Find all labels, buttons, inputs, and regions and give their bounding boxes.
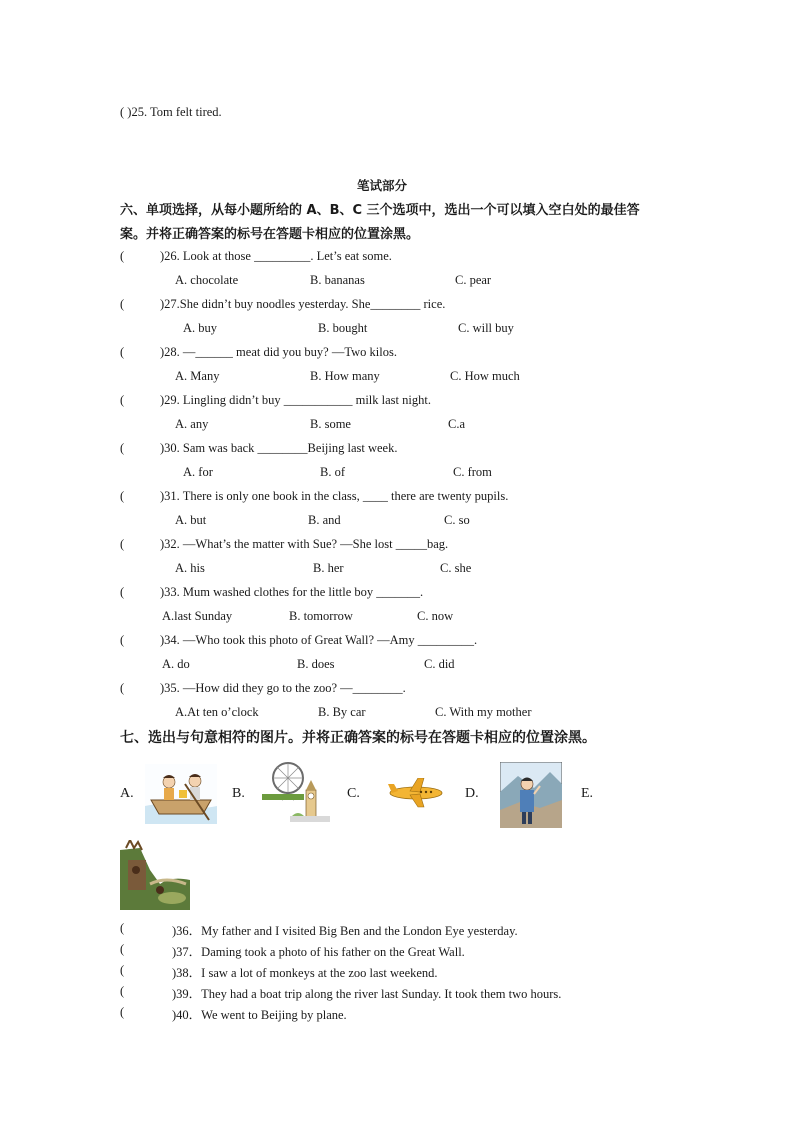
section-title: 笔试部分 bbox=[357, 178, 408, 193]
matching-text: )36．My father and I visited Big Ben and the London Eye yesterday. bbox=[172, 924, 518, 938]
option-a: A. do bbox=[162, 657, 190, 671]
option-c: C. will buy bbox=[458, 321, 514, 335]
option-b: B. of bbox=[320, 465, 345, 479]
matching-38: ( bbox=[120, 963, 125, 977]
option-c: C.a bbox=[448, 417, 466, 431]
option-b: B. tomorrow bbox=[289, 609, 353, 623]
option-c: C. did bbox=[424, 657, 455, 671]
london-eye-big-ben-picture bbox=[262, 760, 344, 824]
question-29: ( bbox=[120, 393, 125, 407]
airplane-picture bbox=[388, 778, 444, 808]
option-b: B. How many bbox=[310, 369, 380, 383]
section6-instruction-line2: 案。并将正确答案的标号在答题卡相应的位置涂黑。 bbox=[120, 227, 420, 242]
option-b: B. bananas bbox=[310, 273, 365, 287]
question-34: ( bbox=[120, 633, 125, 647]
matching-36: ( bbox=[120, 921, 125, 935]
option-a: A. any bbox=[175, 417, 209, 431]
option-c: C. now bbox=[417, 609, 454, 623]
question-text: )35. —How did they go to the zoo? —________. bbox=[160, 681, 406, 695]
matching-text: )38．I saw a lot of monkeys at the zoo last weekend. bbox=[172, 966, 438, 980]
question-25 bbox=[120, 105, 222, 120]
question-text: )27.She didn’t buy noodles yesterday. She________ rice. bbox=[160, 297, 446, 311]
section6-instruction-line1: 六、单项选择，从每小题所给的 A、B、C 三个选项中，选出一个可以填入空白处的最佳答 bbox=[120, 203, 640, 218]
option-a: A. but bbox=[175, 513, 207, 527]
question-26: ( bbox=[120, 249, 125, 263]
question-text: )26. Look at those _________. Let’s eat some. bbox=[160, 249, 392, 263]
boat-trip-picture bbox=[145, 764, 217, 824]
option-a: A. Many bbox=[175, 369, 220, 383]
option-a: A. chocolate bbox=[175, 273, 239, 287]
question-text: 25. Tom felt tired. bbox=[131, 105, 222, 119]
option-c: C. she bbox=[440, 561, 472, 575]
question-text: )30. Sam was back ________Beijing last week. bbox=[160, 441, 398, 455]
option-b: B. her bbox=[313, 561, 344, 575]
option-c: C. so bbox=[444, 513, 470, 527]
option-c: C. With my mother bbox=[435, 705, 532, 719]
picture-label-e: E. bbox=[581, 786, 594, 801]
matching-text: )37．Daming took a photo of his father on the Great Wall. bbox=[172, 945, 465, 959]
question-text: )31. There is only one book in the class, ____ there are twenty pupils. bbox=[160, 489, 509, 503]
question-text: )34. —Who took this photo of Great Wall? —Amy _________. bbox=[160, 633, 478, 647]
option-b: B. By car bbox=[318, 705, 366, 719]
question-35: ( bbox=[120, 681, 125, 695]
question-30: ( bbox=[120, 441, 125, 455]
zoo-monkeys-picture bbox=[120, 840, 190, 910]
great-wall-photo-picture bbox=[500, 762, 562, 828]
option-a: A.At ten o’clock bbox=[175, 705, 259, 719]
option-b: B. does bbox=[297, 657, 335, 671]
option-a: A. for bbox=[183, 465, 213, 479]
question-text: )29. Lingling didn’t buy ___________ milk last night. bbox=[160, 393, 431, 407]
option-a: A. buy bbox=[183, 321, 218, 335]
question-28: ( bbox=[120, 345, 125, 359]
option-c: C. pear bbox=[455, 273, 492, 287]
question-31: ( bbox=[120, 489, 125, 503]
option-c: C. How much bbox=[450, 369, 520, 383]
question-33: ( bbox=[120, 585, 125, 599]
matching-text: )39．They had a boat trip along the river last Sunday. It took them two hours. bbox=[172, 987, 562, 1001]
option-a: A. his bbox=[175, 561, 205, 575]
option-b: B. some bbox=[310, 417, 351, 431]
question-text: )33. Mum washed clothes for the little boy _______. bbox=[160, 585, 424, 599]
picture-label-a: A. bbox=[120, 786, 134, 801]
matching-40: ( bbox=[120, 1005, 125, 1019]
picture-label-c: C. bbox=[347, 786, 360, 801]
picture-label-d: D. bbox=[465, 786, 479, 801]
question-32: ( bbox=[120, 537, 125, 551]
question-text: )28. —______ meat did you buy? —Two kilos. bbox=[160, 345, 397, 359]
matching-text: )40．We went to Beijing by plane. bbox=[172, 1008, 347, 1022]
option-a: A.last Sunday bbox=[162, 609, 233, 623]
option-c: C. from bbox=[453, 465, 492, 479]
question-27: ( bbox=[120, 297, 125, 311]
option-b: B. bought bbox=[318, 321, 368, 335]
picture-label-b: B. bbox=[232, 786, 245, 801]
section7-title: 七、选出与句意相符的图片。并将正确答案的标号在答题卡相应的位置涂黑。 bbox=[120, 730, 596, 746]
question-text: )32. —What’s the matter with Sue? —She lost _____bag. bbox=[160, 537, 449, 551]
matching-39: ( bbox=[120, 984, 125, 998]
matching-37: ( bbox=[120, 942, 125, 956]
option-b: B. and bbox=[308, 513, 341, 527]
answer-paren: ( ) bbox=[120, 105, 132, 119]
